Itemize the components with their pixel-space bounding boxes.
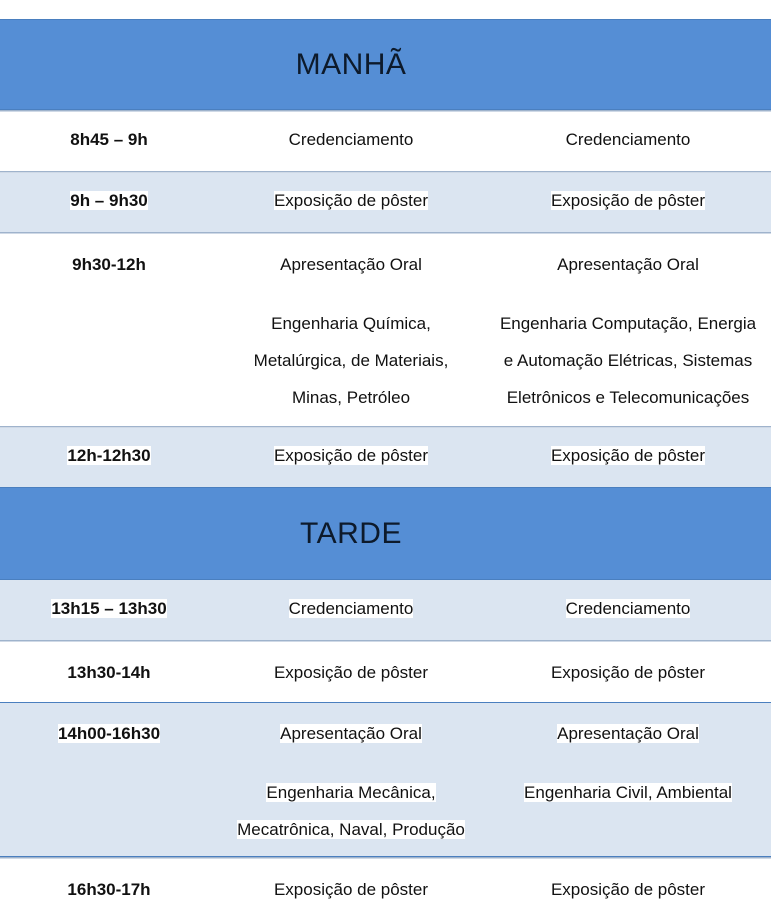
detail-line: Engenharia Mecânica, [266,783,436,802]
detail-line: Engenharia Computação, Energia [499,314,757,333]
table-row [0,642,771,702]
time-cell: 13h30-14h [67,663,151,682]
section-header-manha [0,19,771,110]
activity-cell: Exposição de pôster [550,446,706,465]
section-title: MANHÃ [295,48,407,81]
activity-cell: Apresentação Oral [280,255,422,274]
detail-line: Engenharia Civil, Ambiental [524,783,732,802]
activity-cell: Credenciamento [288,599,414,618]
activity-cell: Apresentação Oral [280,724,422,743]
time-cell: 16h30-17h [67,880,151,899]
time-cell: 13h15 – 13h30 [51,599,167,618]
table-row [0,173,771,232]
detail-line: Mecatrônica, Naval, Produção [237,820,465,839]
table-row [0,234,771,426]
time-cell: 8h45 – 9h [70,130,148,149]
table-row [0,112,771,171]
time-cell: 14h00-16h30 [57,724,161,743]
activity-cell: Credenciamento [565,130,691,149]
activity-cell: Apresentação Oral [557,255,699,274]
detail-line: Metalúrgica, de Materiais, [253,351,449,370]
detail-line: Eletrônicos e Telecomunicações [506,388,750,407]
time-cell: 12h-12h30 [67,446,151,465]
activity-cell: Credenciamento [288,130,414,149]
detail-line: Engenharia Química, [271,314,431,333]
table-row [0,580,771,640]
detail-line: Minas, Petróleo [291,388,411,407]
time-cell: 9h – 9h30 [70,191,148,210]
table-row [0,428,771,487]
activity-cell: Exposição de pôster [273,880,429,899]
section-title: TARDE [300,517,402,550]
activity-cell: Apresentação Oral [557,724,699,743]
activity-cell: Exposição de pôster [550,663,706,682]
activity-cell: Credenciamento [565,599,691,618]
schedule-table [0,19,771,899]
detail-line: e Automação Elétricas, Sistemas [503,351,753,370]
activity-cell: Exposição de pôster [273,663,429,682]
table-row [0,702,771,857]
table-row [0,859,771,899]
time-cell: 9h30-12h [72,255,146,274]
activity-cell: Exposição de pôster [273,191,429,210]
activity-cell: Exposição de pôster [273,446,429,465]
section-header-tarde [0,487,771,580]
activity-cell: Exposição de pôster [550,880,706,899]
activity-cell: Exposição de pôster [550,191,706,210]
